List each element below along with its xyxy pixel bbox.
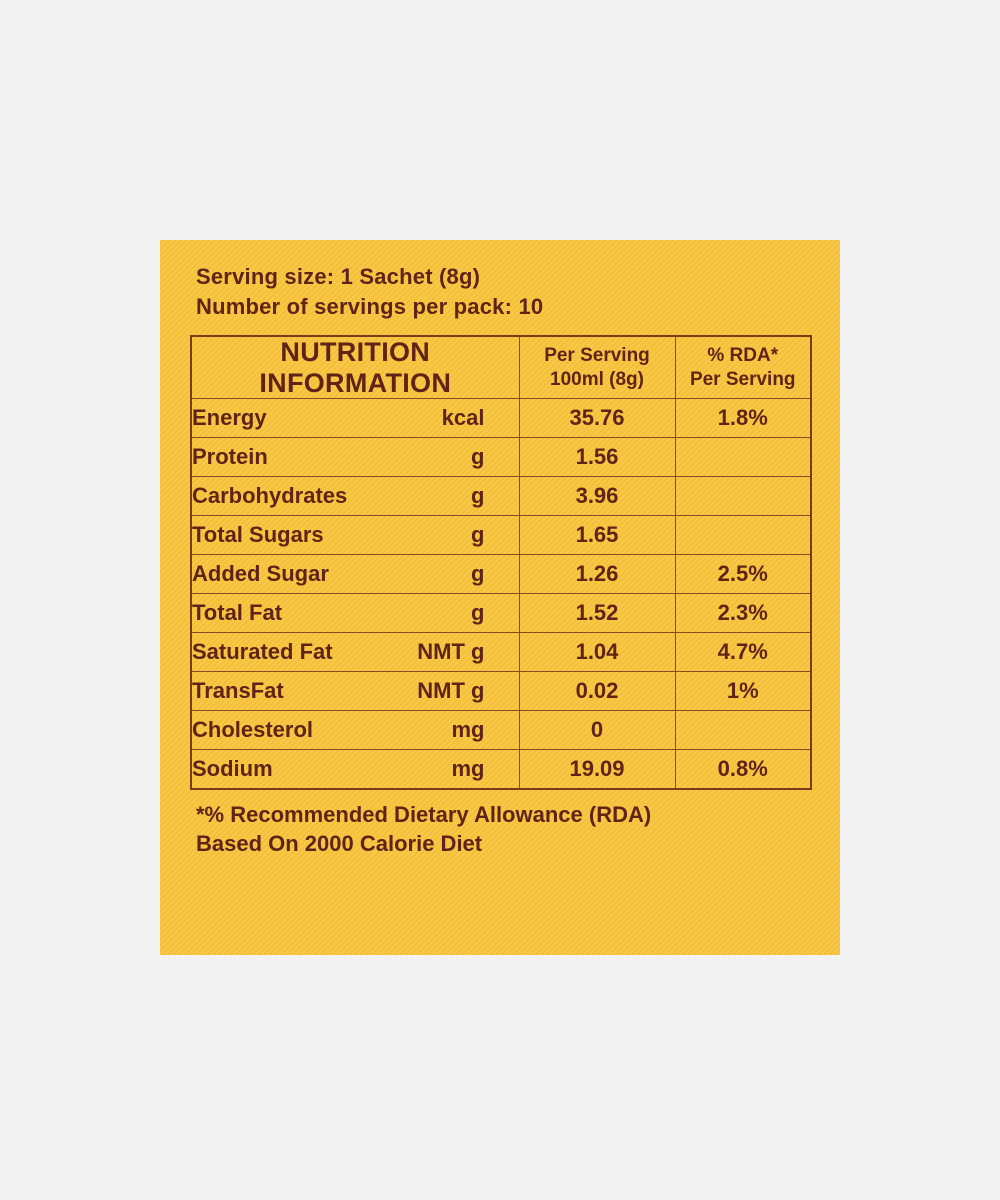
rda-value — [675, 476, 811, 515]
table-title-line1: NUTRITION — [280, 337, 431, 368]
nutrient-label: Added Sugar — [192, 560, 329, 586]
nutrient-unit: g — [471, 521, 485, 547]
nutrient-label: Saturated Fat — [192, 638, 333, 664]
nutrient-label: Total Fat — [192, 599, 283, 625]
nutrient-label: Total Sugars — [192, 521, 324, 547]
serving-size-line: Serving size: 1 Sachet (8g) — [196, 264, 481, 289]
nutrient-unit: g — [471, 443, 485, 469]
nutrient-name-cell — [191, 671, 519, 710]
per-serving-value: 1.26 — [519, 554, 675, 593]
nutrient-unit: mg — [451, 716, 485, 742]
rda-value — [675, 515, 811, 554]
rda-value: 1.8% — [675, 398, 811, 437]
table-title-cell — [191, 336, 519, 398]
table-row — [191, 749, 811, 789]
nutrient-name-cell — [191, 398, 519, 437]
per-serving-value: 1.04 — [519, 632, 675, 671]
nutrient-label: Energy — [192, 404, 267, 430]
per-serving-value: 1.52 — [519, 593, 675, 632]
nutrient-name-cell — [191, 554, 519, 593]
per-serving-value: 1.65 — [519, 515, 675, 554]
nutrient-name-cell — [191, 437, 519, 476]
per-serving-value: 1.56 — [519, 437, 675, 476]
per-serving-header-cell — [519, 336, 675, 398]
table-row — [191, 515, 811, 554]
table-row — [191, 593, 811, 632]
nutrient-name-cell — [191, 749, 519, 789]
table-row — [191, 398, 811, 437]
rda-value: 4.7% — [675, 632, 811, 671]
rda-value: 1% — [675, 671, 811, 710]
per-serving-value: 0 — [519, 710, 675, 749]
table-title-line2: INFORMATION — [259, 367, 452, 398]
rda-value — [675, 710, 811, 749]
rda-header-line1: % RDA* — [707, 345, 779, 367]
table-row — [191, 710, 811, 749]
per-serving-header-line2: 100ml (8g) — [550, 368, 644, 390]
per-serving-value: 3.96 — [519, 476, 675, 515]
nutrient-label: Cholesterol — [192, 716, 314, 742]
nutrient-label: TransFat — [192, 677, 284, 703]
footnote-line1: *% Recommended Dietary Allowance (RDA) — [196, 801, 652, 827]
nutrient-name-cell — [191, 515, 519, 554]
rda-value — [675, 437, 811, 476]
nutrition-label-panel — [160, 240, 840, 955]
nutrient-unit: g — [471, 482, 485, 508]
nutrient-unit: NMT g — [417, 638, 485, 664]
table-row — [191, 632, 811, 671]
nutrient-name-cell — [191, 710, 519, 749]
rda-value: 2.3% — [675, 593, 811, 632]
nutrient-unit: g — [471, 599, 485, 625]
nutrient-label: Protein — [192, 443, 268, 469]
per-serving-header-line1: Per Serving — [544, 345, 650, 367]
nutrient-unit: NMT g — [417, 677, 485, 703]
per-serving-value: 19.09 — [519, 749, 675, 789]
serving-info — [196, 262, 810, 321]
nutrition-information-table — [190, 335, 812, 789]
nutrient-name-cell — [191, 632, 519, 671]
rda-value: 0.8% — [675, 749, 811, 789]
table-header-row — [191, 336, 811, 398]
nutrient-label: Sodium — [192, 755, 273, 781]
rda-header-cell — [675, 336, 811, 398]
nutrient-name-cell — [191, 476, 519, 515]
footnote — [196, 800, 810, 858]
nutrient-label: Carbohydrates — [192, 482, 348, 508]
nutrient-unit: mg — [451, 755, 485, 781]
nutrient-unit: g — [471, 560, 485, 586]
nutrient-unit: kcal — [441, 404, 485, 430]
table-row — [191, 671, 811, 710]
table-row — [191, 554, 811, 593]
servings-per-pack-line: Number of servings per pack: 10 — [196, 293, 544, 319]
nutrient-name-cell — [191, 593, 519, 632]
per-serving-value: 0.02 — [519, 671, 675, 710]
footnote-line2: Based On 2000 Calorie Diet — [196, 830, 483, 856]
per-serving-value: 35.76 — [519, 398, 675, 437]
rda-header-line2: Per Serving — [689, 368, 796, 390]
rda-value: 2.5% — [675, 554, 811, 593]
table-row — [191, 476, 811, 515]
table-row — [191, 437, 811, 476]
